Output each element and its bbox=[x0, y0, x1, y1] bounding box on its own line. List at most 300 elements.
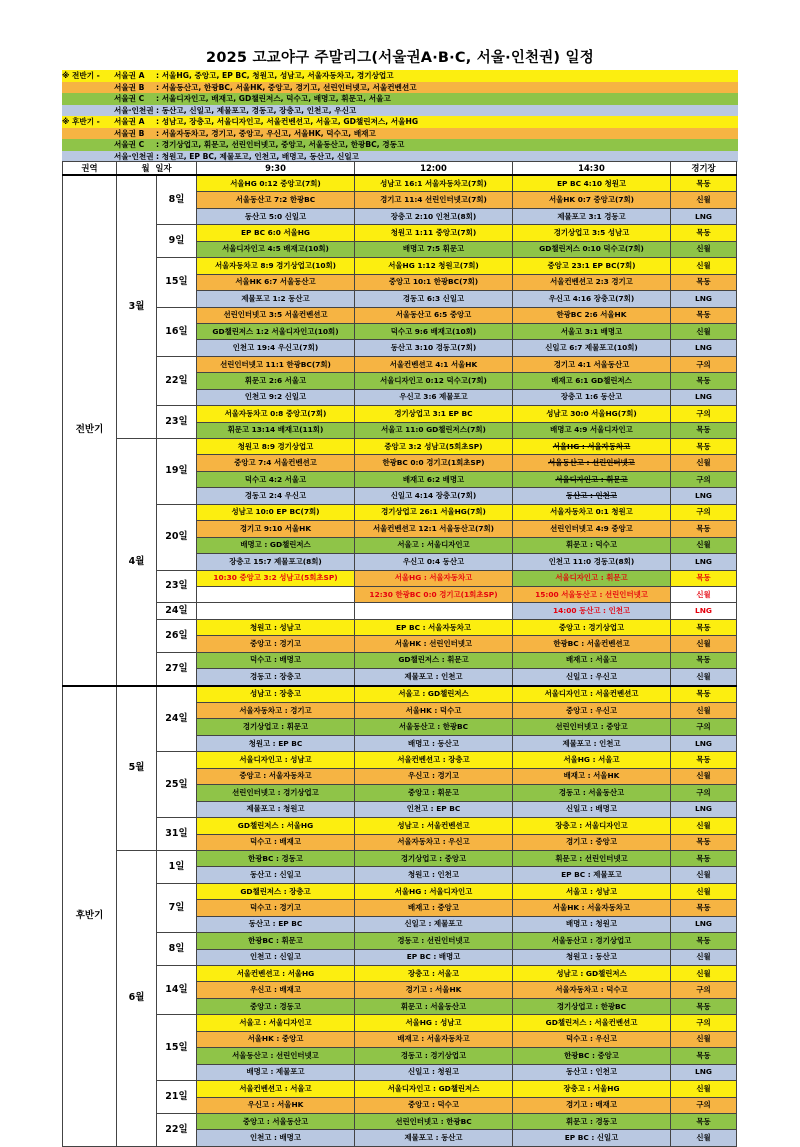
game-text: 경기고 11:4 선린인터넷고(7회) bbox=[380, 195, 487, 205]
game-text: 한광BC : 경동고 bbox=[248, 853, 303, 863]
game-cell-0930 bbox=[197, 801, 355, 817]
legend-row bbox=[62, 128, 738, 140]
game-text: 서울고 : 서울디자인고 bbox=[239, 1018, 312, 1028]
day-cell: 15일 bbox=[157, 258, 197, 307]
game-text: 청원고 : 인천고 bbox=[408, 870, 459, 880]
game-cell-1200 bbox=[355, 389, 513, 405]
venue-cell: 구의 bbox=[671, 471, 737, 487]
game-cell-0930 bbox=[197, 537, 355, 553]
game-text: 신일고 : 청원고 bbox=[408, 1067, 459, 1077]
game-text: 서울HG 1:12 청원고(7회) bbox=[388, 260, 479, 270]
header-venue: 경기장 bbox=[671, 162, 737, 176]
game-cell-1200 bbox=[355, 1064, 513, 1080]
game-text: 서울컨벤션고 12:1 서울동산고(7회) bbox=[372, 523, 495, 533]
game-text: 서울HG : 서울고 bbox=[563, 755, 620, 765]
game-text: 배재고 6:2 배명고 bbox=[402, 474, 465, 484]
game-text: 장충고 : 서울고 bbox=[408, 968, 459, 978]
legend-separator: : bbox=[156, 128, 160, 138]
game-text: 배명고 7:5 휘문고 bbox=[402, 244, 465, 254]
game-cell-1200 bbox=[355, 406, 513, 422]
game-cell-1430 bbox=[513, 373, 671, 389]
game-text: 서울자동차고 8:9 경기상업고(10회) bbox=[214, 260, 337, 270]
game-cell-1200 bbox=[355, 916, 513, 932]
game-cell-0930 bbox=[197, 703, 355, 719]
schedule-table bbox=[62, 161, 737, 1147]
header-time-1200: 12:00 bbox=[355, 162, 513, 176]
game-text: 중앙고 : 경기고 bbox=[250, 638, 301, 648]
game-cell-1200 bbox=[355, 439, 513, 455]
day-cell: 15일 bbox=[157, 1015, 197, 1081]
game-cell-0930 bbox=[197, 340, 355, 356]
game-cell-0930 bbox=[197, 258, 355, 274]
game-cell-0930 bbox=[197, 1064, 355, 1080]
game-cell-1430 bbox=[513, 521, 671, 537]
half-season-cell: 전반기 bbox=[63, 175, 117, 686]
game-cell-0930 bbox=[197, 949, 355, 965]
game-text: 신일고 4:14 장충고(7회) bbox=[390, 491, 477, 501]
game-cell-1200 bbox=[355, 373, 513, 389]
table-row bbox=[63, 603, 737, 619]
venue-cell: 신월 bbox=[671, 966, 737, 982]
game-cell-1200 bbox=[355, 735, 513, 751]
game-cell-1430 bbox=[513, 422, 671, 438]
game-cell-1430 bbox=[513, 537, 671, 553]
venue-cell: 신월 bbox=[671, 1031, 737, 1047]
game-cell-1200 bbox=[355, 323, 513, 339]
legend-league-name: 서울권 B bbox=[114, 128, 145, 138]
game-cell-1430 bbox=[513, 982, 671, 998]
legend-teams: 서울자동차고, 경기고, 중앙고, 우신고, 서울HK, 덕수고, 배재고 bbox=[161, 128, 376, 138]
legend-league-name: 서울권 A bbox=[114, 71, 145, 80]
game-cell-1430 bbox=[513, 719, 671, 735]
game-text: 제물포고 : 동산고 bbox=[404, 1133, 463, 1143]
game-cell-1430 bbox=[513, 258, 671, 274]
venue-cell: LNG bbox=[671, 340, 737, 356]
legend-period: ※ 전반기 - bbox=[62, 71, 100, 80]
game-cell-0930 bbox=[197, 274, 355, 290]
game-text: 서울컨벤션고 : 장충고 bbox=[397, 755, 470, 765]
venue-cell: LNG bbox=[671, 916, 737, 932]
header-date bbox=[117, 162, 197, 176]
game-cell-1200 bbox=[355, 933, 513, 949]
game-text: 서울고 : 서울디자인고 bbox=[397, 540, 470, 550]
venue-cell: 목동 bbox=[671, 900, 737, 916]
legend-separator: : bbox=[156, 140, 160, 149]
game-cell-1200 bbox=[355, 521, 513, 537]
game-cell-1430 bbox=[513, 850, 671, 866]
game-text: 우신고 4:16 장충고(7회) bbox=[548, 293, 635, 303]
game-text: 휘문고 : 덕수고 bbox=[566, 540, 617, 550]
venue-cell: 신월 bbox=[671, 703, 737, 719]
game-cell-1200 bbox=[355, 785, 513, 801]
venue-cell: 구의 bbox=[671, 719, 737, 735]
venue-cell: LNG bbox=[671, 603, 737, 619]
game-cell-0930 bbox=[197, 192, 355, 208]
game-text: 선린인터넷고 : 한광BC bbox=[395, 1116, 472, 1126]
game-text: GD챌린저스 : 서울HG bbox=[237, 820, 314, 830]
venue-cell: 목동 bbox=[671, 850, 737, 866]
game-text: 제물포고 : 인천고 bbox=[404, 671, 463, 681]
game-text: EP BC : 배명고 bbox=[406, 952, 461, 962]
game-cell-1430 bbox=[513, 455, 671, 471]
game-text: 선린인터넷고 : 경기상업고 bbox=[232, 787, 319, 797]
game-cell-1430 bbox=[513, 274, 671, 290]
game-text: 신일고 : 우신고 bbox=[566, 671, 617, 681]
game-cell-1430 bbox=[513, 175, 671, 192]
game-text: 서울동산고 : 경기상업고 bbox=[551, 935, 632, 945]
game-text: 덕수고 4:2 서울고 bbox=[244, 474, 307, 484]
venue-cell: 신월 bbox=[671, 669, 737, 686]
game-text: 우신고 : 서울HK bbox=[247, 1100, 304, 1110]
game-text: 서울자동차고 : 경기고 bbox=[239, 705, 312, 715]
game-text: 동산고 : 인천고 bbox=[566, 1067, 617, 1077]
venue-cell: 신월 bbox=[671, 192, 737, 208]
game-cell-0930 bbox=[197, 916, 355, 932]
game-text: 서울HK : 덕수고 bbox=[405, 705, 462, 715]
game-text: 중앙고 10:1 한광BC(7회) bbox=[388, 277, 479, 287]
game-text: 장충고 2:10 인천고(8회) bbox=[390, 211, 477, 221]
table-row bbox=[63, 883, 737, 899]
game-text: 중앙고 3:2 성남고(5회초SP) bbox=[384, 441, 483, 451]
game-cell-0930 bbox=[197, 1031, 355, 1047]
game-cell-1200 bbox=[355, 1081, 513, 1097]
game-text: 중앙고 : 경동고 bbox=[250, 1001, 301, 1011]
game-text: 인천고 9:2 신일고 bbox=[244, 392, 307, 402]
game-cell-1200 bbox=[355, 768, 513, 784]
legend-teams: 청원고, EP BC, 제물포고, 인천고, 배명고, 동산고, 신일고 bbox=[161, 151, 360, 161]
game-text: 서울컨벤션고 2:3 경기고 bbox=[550, 277, 633, 287]
half-season-cell: 후반기 bbox=[63, 686, 117, 1147]
legend-league-name: 서울·인천권 bbox=[114, 105, 154, 115]
game-text: GD챌린저스 1:2 서울디자인고(10회) bbox=[212, 326, 339, 336]
page-title: 2025 고교야구 주말리그(서울권A·B·C, 서울·인천권) 일정 bbox=[206, 50, 594, 66]
game-cell-1200 bbox=[355, 619, 513, 635]
game-text: 서울디자인고 : 성남고 bbox=[239, 755, 312, 765]
game-text: EP BC : 신일고 bbox=[564, 1133, 619, 1143]
game-text: 장충고 15:7 제물포고(8회) bbox=[229, 556, 322, 566]
day-cell: 8일 bbox=[157, 933, 197, 966]
header-month: 월 bbox=[141, 162, 150, 173]
legend-separator: : bbox=[156, 105, 160, 115]
game-cell-1430 bbox=[513, 949, 671, 965]
table-row bbox=[63, 570, 737, 586]
venue-cell: 신월 bbox=[671, 636, 737, 652]
game-text: 서울디자인고 : 휘문고 bbox=[555, 474, 628, 484]
game-cell-1200 bbox=[355, 455, 513, 471]
game-text: 청원고 1:11 중앙고(7회) bbox=[390, 228, 477, 238]
game-cell-1430 bbox=[513, 586, 671, 602]
game-text: 중앙고 : 서울자동차고 bbox=[239, 771, 312, 781]
game-text: 서울HK : 선린인터넷고 bbox=[394, 638, 473, 648]
game-cell-0930 bbox=[197, 636, 355, 652]
game-text: 서울자동차고 : 우신고 bbox=[397, 837, 470, 847]
game-text: 서울디자인고 0:12 덕수고(7회) bbox=[380, 375, 487, 385]
game-cell-1200 bbox=[355, 883, 513, 899]
game-text: 신일고 : 배명고 bbox=[566, 804, 617, 814]
game-cell-0930 bbox=[197, 900, 355, 916]
game-text: 성남고 : 장충고 bbox=[250, 689, 301, 699]
game-cell-0930 bbox=[197, 422, 355, 438]
table-row bbox=[63, 818, 737, 834]
venue-cell: 목동 bbox=[671, 752, 737, 768]
game-cell-1200 bbox=[355, 966, 513, 982]
game-cell-0930 bbox=[197, 586, 355, 602]
game-text: 서울자동차고 : 덕수고 bbox=[555, 985, 628, 995]
game-cell-1200 bbox=[355, 471, 513, 487]
game-cell-1430 bbox=[513, 933, 671, 949]
game-cell-1200 bbox=[355, 752, 513, 768]
schedule-header-row bbox=[63, 162, 737, 176]
game-cell-1430 bbox=[513, 735, 671, 751]
game-text: 제물포고 3:1 경동고 bbox=[557, 211, 626, 221]
game-text: 중앙고 : 서울동산고 bbox=[242, 1116, 309, 1126]
game-text: 서울동산고 : 선린인터넷고 bbox=[548, 458, 635, 468]
game-cell-0930 bbox=[197, 834, 355, 850]
game-text: 서울디자인고 : 휘문고 bbox=[555, 573, 628, 583]
game-text: 서울HK : 서울자동차고 bbox=[552, 902, 631, 912]
game-cell-1430 bbox=[513, 1113, 671, 1129]
game-text: 중앙고 : 우신고 bbox=[566, 705, 617, 715]
venue-cell: LNG bbox=[671, 291, 737, 307]
game-text: 배재고 6:1 GD챌린저스 bbox=[551, 375, 632, 385]
venue-cell: 목동 bbox=[671, 998, 737, 1014]
game-cell-1200 bbox=[355, 686, 513, 703]
game-text: 동산고 3:10 경동고(7회) bbox=[390, 343, 477, 353]
month-cell: 4월 bbox=[117, 439, 157, 686]
game-cell-1200 bbox=[355, 900, 513, 916]
venue-cell: 신월 bbox=[671, 1081, 737, 1097]
game-cell-1430 bbox=[513, 307, 671, 323]
game-cell-1430 bbox=[513, 966, 671, 982]
game-cell-1430 bbox=[513, 323, 671, 339]
game-text: 성남고 : GD챌린저스 bbox=[556, 968, 627, 978]
game-text: 경기상업고 3:5 성남고 bbox=[553, 228, 630, 238]
game-cell-1430 bbox=[513, 570, 671, 586]
day-cell: 14일 bbox=[157, 966, 197, 1015]
game-text: 중앙고 : 경기상업고 bbox=[558, 622, 625, 632]
game-text: 배명고 : GD챌린저스 bbox=[240, 540, 311, 550]
venue-cell: 구의 bbox=[671, 1097, 737, 1113]
game-cell-0930 bbox=[197, 850, 355, 866]
game-cell-1200 bbox=[355, 801, 513, 817]
game-cell-1430 bbox=[513, 192, 671, 208]
game-cell-0930 bbox=[197, 554, 355, 570]
game-text: GD챌린저스 : 휘문고 bbox=[398, 655, 469, 665]
game-cell-1430 bbox=[513, 636, 671, 652]
legend-row bbox=[62, 82, 738, 94]
game-cell-0930 bbox=[197, 768, 355, 784]
game-text: 경기고 : 중앙고 bbox=[566, 837, 617, 847]
table-row bbox=[63, 406, 737, 422]
legend-period: ※ 후반기 - bbox=[62, 117, 100, 126]
game-text: 서울컨벤션고 4:1 서울HK bbox=[389, 359, 478, 369]
table-row bbox=[63, 1113, 737, 1129]
game-cell-1200 bbox=[355, 703, 513, 719]
venue-cell: 구의 bbox=[671, 982, 737, 998]
venue-cell: 구의 bbox=[671, 1015, 737, 1031]
game-text: 배명고 : 청원고 bbox=[566, 919, 617, 929]
game-text: 우신고 3:6 제물포고 bbox=[399, 392, 468, 402]
header-day: 일자 bbox=[155, 162, 172, 173]
game-text: 배명고 : 동산고 bbox=[408, 738, 459, 748]
venue-cell: 목동 bbox=[671, 686, 737, 703]
game-cell-0930 bbox=[197, 455, 355, 471]
day-cell: 23일 bbox=[157, 570, 197, 603]
table-row bbox=[63, 850, 737, 866]
day-cell: 9일 bbox=[157, 225, 197, 258]
game-text: 동산고 : 신일고 bbox=[250, 870, 301, 880]
game-cell-0930 bbox=[197, 966, 355, 982]
table-row bbox=[63, 752, 737, 768]
game-text: 경기상업고 : 중앙고 bbox=[400, 853, 467, 863]
month-cell: 5월 bbox=[117, 686, 157, 851]
venue-cell: 구의 bbox=[671, 504, 737, 520]
game-text: 선린인터넷고 : 중앙고 bbox=[555, 722, 628, 732]
game-text: 성남고 16:1 서울자동차고(7회) bbox=[380, 178, 487, 188]
month-cell: 6월 bbox=[117, 850, 157, 1146]
game-cell-0930 bbox=[197, 208, 355, 224]
game-text: 성남고 30:0 서울HG(7회) bbox=[546, 408, 637, 418]
game-text: 선린인터넷고 11:1 한광BC(7회) bbox=[220, 359, 331, 369]
game-cell-1200 bbox=[355, 504, 513, 520]
legend-teams: 서울동산고, 한광BC, 서울HK, 중앙고, 경기고, 선린인터넷고, 서울컨벤션고 bbox=[161, 82, 417, 92]
venue-cell: 신월 bbox=[671, 537, 737, 553]
day-cell: 23일 bbox=[157, 406, 197, 439]
game-text: 인천고 11:0 경동고(8회) bbox=[548, 556, 635, 566]
venue-cell: LNG bbox=[671, 735, 737, 751]
game-cell-1200 bbox=[355, 291, 513, 307]
game-cell-1200 bbox=[355, 1048, 513, 1064]
game-cell-0930 bbox=[197, 603, 355, 619]
game-text: 덕수고 : 배명고 bbox=[250, 655, 301, 665]
game-text: 경동고 6:3 신일고 bbox=[402, 293, 465, 303]
legend-league-name: 서울·인천권 bbox=[114, 151, 154, 161]
game-cell-1430 bbox=[513, 703, 671, 719]
day-cell: 27일 bbox=[157, 652, 197, 685]
game-cell-1200 bbox=[355, 834, 513, 850]
game-text: 경동고 2:4 우신고 bbox=[244, 491, 307, 501]
game-text: 청원고 : EP BC bbox=[248, 738, 303, 748]
game-cell-1430 bbox=[513, 619, 671, 635]
header-time-1430: 14:30 bbox=[513, 162, 671, 176]
game-cell-1200 bbox=[355, 175, 513, 192]
game-cell-1200 bbox=[355, 537, 513, 553]
game-text: 경기고 4:1 서울동산고 bbox=[553, 359, 630, 369]
legend-league-name: 서울권 A bbox=[114, 117, 145, 126]
venue-cell: 신월 bbox=[671, 867, 737, 883]
month-cell: 3월 bbox=[117, 175, 157, 439]
day-cell: 7일 bbox=[157, 883, 197, 932]
game-text: 선린인터넷고 4:9 중앙고 bbox=[550, 523, 633, 533]
game-cell-0930 bbox=[197, 1048, 355, 1064]
day-cell: 20일 bbox=[157, 504, 197, 570]
game-cell-0930 bbox=[197, 998, 355, 1014]
game-cell-1430 bbox=[513, 686, 671, 703]
game-text: 신일고 : 제물포고 bbox=[404, 919, 463, 929]
day-cell: 31일 bbox=[157, 818, 197, 851]
game-text: 10:30 중앙고 3:2 성남고(5회초SP) bbox=[213, 573, 338, 583]
game-cell-0930 bbox=[197, 735, 355, 751]
game-cell-1200 bbox=[355, 850, 513, 866]
game-cell-1430 bbox=[513, 389, 671, 405]
game-text: EP BC : 제물포고 bbox=[561, 870, 622, 880]
legend-separator: : bbox=[156, 71, 160, 80]
game-cell-1200 bbox=[355, 867, 513, 883]
legend-teams: 서울HG, 중앙고, EP BC, 청원고, 성남고, 서울자동차고, 경기상업고 bbox=[161, 71, 394, 80]
game-text: 휘문고 2:6 서울고 bbox=[244, 375, 307, 385]
game-cell-1200 bbox=[355, 1097, 513, 1113]
table-row bbox=[63, 504, 737, 520]
venue-cell: 목동 bbox=[671, 834, 737, 850]
game-text: 12:30 한광BC 0:0 경기고(1회초SP) bbox=[369, 589, 498, 599]
game-text: 동산고 5:0 신일고 bbox=[244, 211, 307, 221]
table-row bbox=[63, 933, 737, 949]
day-cell: 24일 bbox=[157, 603, 197, 619]
game-text: 서울고 : 성남고 bbox=[566, 886, 617, 896]
game-cell-1430 bbox=[513, 340, 671, 356]
game-cell-0930 bbox=[197, 933, 355, 949]
game-cell-1430 bbox=[513, 439, 671, 455]
game-cell-0930 bbox=[197, 389, 355, 405]
game-text: 서울디자인고 : GD챌린저스 bbox=[387, 1083, 480, 1093]
game-text: 경기상업고 : 한광BC bbox=[556, 1001, 627, 1011]
game-text: 신일고 6:7 제물포고(10회) bbox=[545, 343, 638, 353]
game-text: 15:00 서울동산고 : 선린인터넷고 bbox=[535, 589, 648, 599]
game-text: 경동고 : 장충고 bbox=[250, 671, 301, 681]
game-cell-0930 bbox=[197, 752, 355, 768]
game-cell-1200 bbox=[355, 982, 513, 998]
game-cell-1200 bbox=[355, 422, 513, 438]
legend-teams: 성남고, 장충고, 서울디자인고, 서울컨벤션고, 서울고, GD챌린저스, 서울HG bbox=[161, 117, 419, 126]
game-text: EP BC : 서울자동차고 bbox=[395, 622, 472, 632]
game-cell-1430 bbox=[513, 225, 671, 241]
game-cell-0930 bbox=[197, 982, 355, 998]
game-cell-0930 bbox=[197, 818, 355, 834]
game-cell-0930 bbox=[197, 471, 355, 487]
game-text: 우신고 : 경기고 bbox=[408, 771, 459, 781]
game-text: 인천고 : 배명고 bbox=[250, 1133, 301, 1143]
game-cell-1430 bbox=[513, 488, 671, 504]
day-cell: 16일 bbox=[157, 307, 197, 356]
game-text: 서울고 : GD챌린저스 bbox=[398, 689, 469, 699]
legend-teams: 경기상업고, 휘문고, 선린인터넷고, 중앙고, 서울동산고, 한광BC, 경동고 bbox=[161, 140, 405, 149]
table-row bbox=[63, 307, 737, 323]
game-text: 동산고 : EP BC bbox=[248, 919, 303, 929]
game-cell-1430 bbox=[513, 900, 671, 916]
game-text: 성남고 10:0 EP BC(7회) bbox=[231, 507, 320, 517]
game-cell-1430 bbox=[513, 801, 671, 817]
game-text: 14:00 동산고 : 인천고 bbox=[552, 606, 631, 616]
table-row bbox=[63, 356, 737, 372]
game-cell-0930 bbox=[197, 504, 355, 520]
game-cell-0930 bbox=[197, 1015, 355, 1031]
game-cell-1430 bbox=[513, 241, 671, 257]
venue-cell: 신월 bbox=[671, 1130, 737, 1146]
game-text: GD챌린저스 : 장충고 bbox=[240, 886, 311, 896]
game-text: 장충고 1:6 동산고 bbox=[560, 392, 623, 402]
venue-cell: 신월 bbox=[671, 768, 737, 784]
venue-cell: 목동 bbox=[671, 1048, 737, 1064]
game-cell-0930 bbox=[197, 883, 355, 899]
game-text: 장충고 : 서울디자인고 bbox=[555, 820, 628, 830]
game-text: 서울자동차고 0:8 중앙고(7회) bbox=[224, 408, 327, 418]
game-text: 한광BC : 휘문고 bbox=[248, 935, 303, 945]
game-cell-0930 bbox=[197, 488, 355, 504]
game-text: 우신고 : 배재고 bbox=[250, 985, 301, 995]
legend-row bbox=[62, 93, 738, 105]
game-text: 휘문고 : 경동고 bbox=[566, 1116, 617, 1126]
table-row bbox=[63, 439, 737, 455]
